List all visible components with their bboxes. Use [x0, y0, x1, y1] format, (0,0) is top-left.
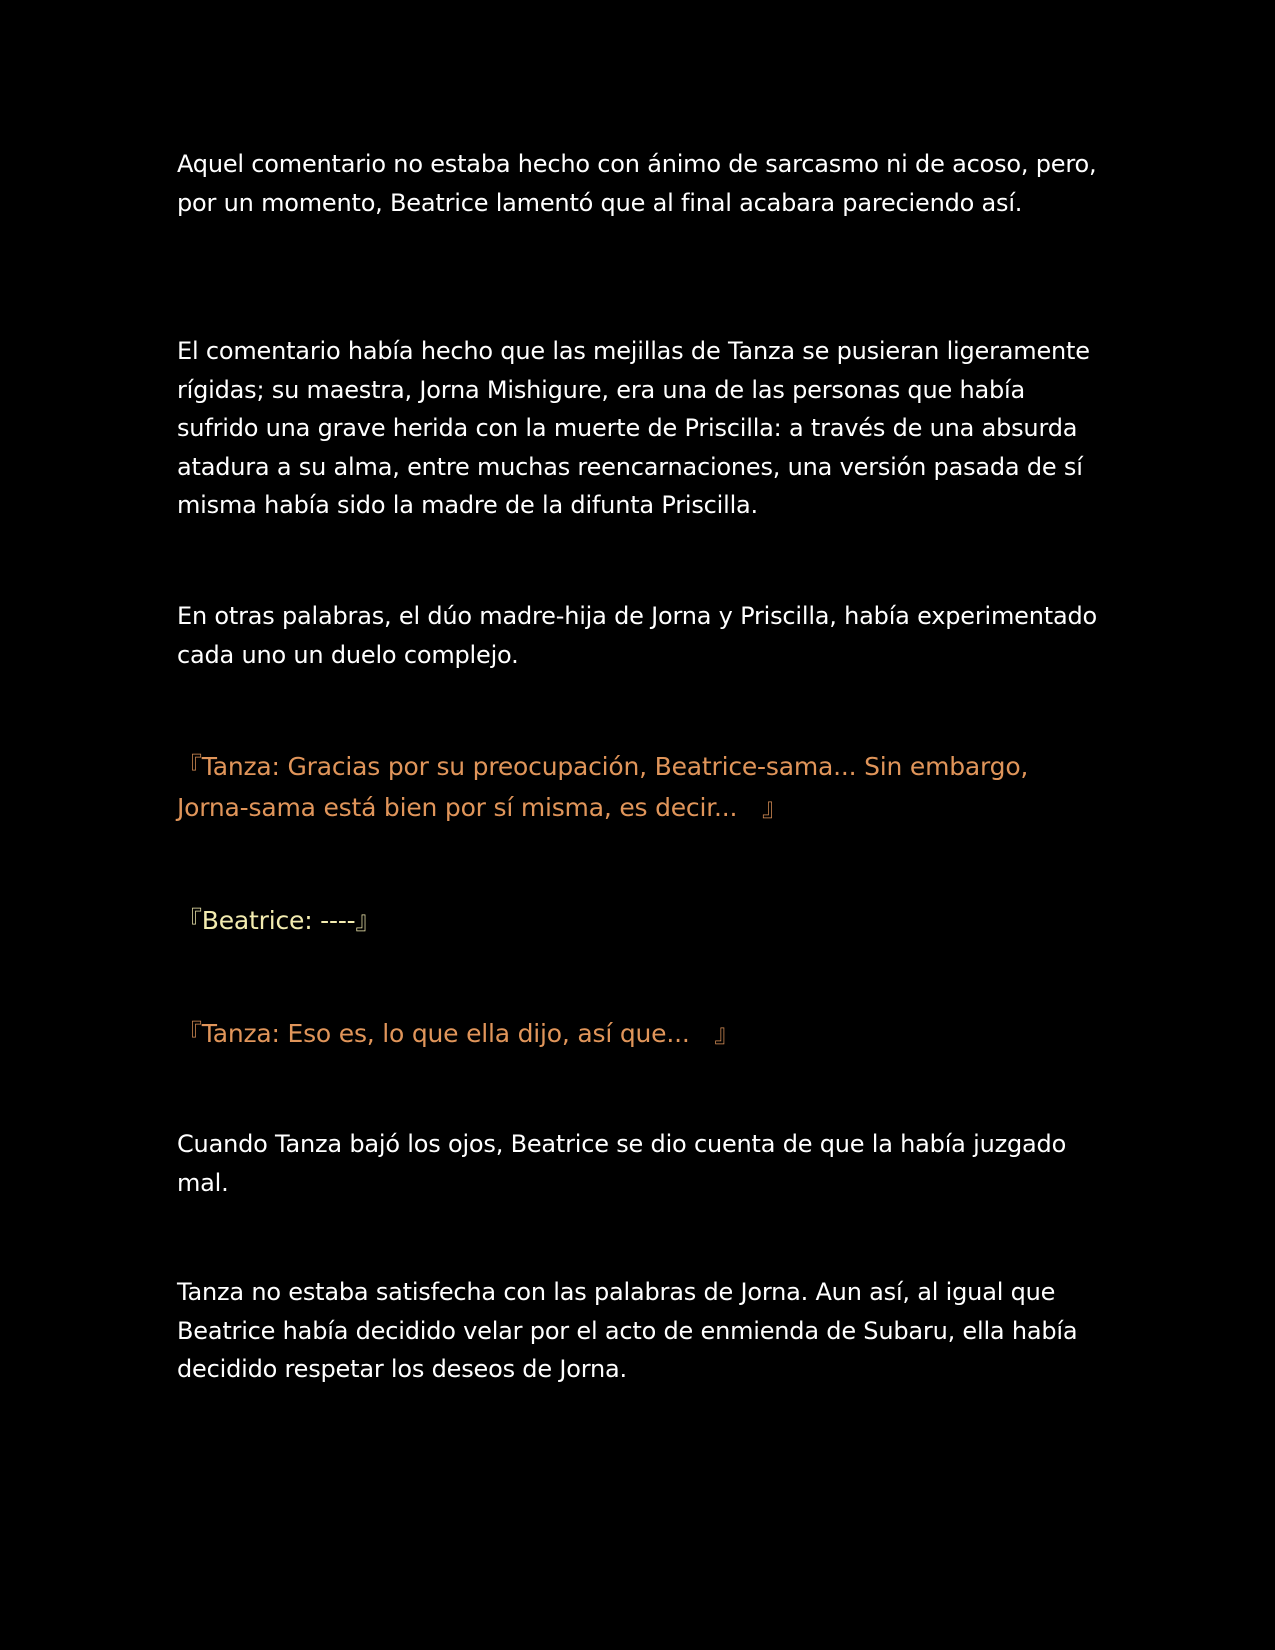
dialogue-tanza: 『Tanza: Eso es, lo que ella dijo, así que... 』: [177, 1019, 740, 1048]
paragraph-narration: El comentario había hecho que las mejillas de Tanza se pusieran ligeramente rígidas; su maestra, Jorna Mishigure, era una de las personas que había sufrido una grave herida con la muerte de Priscilla: a través de una absurda atadura a su alma, entre muchas reencarnaciones, una versión pasada de sí misma había sido la madre de la difunta Priscilla.: [177, 337, 1090, 519]
dialogue-tanza: 『Tanza: Gracias por su preocupación, Beatrice-sama... Sin embargo, Jorna-sama está bien por sí misma, es decir... 』: [177, 752, 1029, 822]
dialogue-beatrice: 『Beatrice: ----』: [177, 906, 381, 935]
paragraph-narration: Aquel comentario no estaba hecho con ánimo de sarcasmo ni de acoso, pero, por un momento, Beatrice lamentó que al final acabara pareciendo así.: [177, 150, 1097, 217]
paragraph-narration: Cuando Tanza bajó los ojos, Beatrice se dio cuenta de que la había juzgado mal.: [177, 1130, 1067, 1197]
paragraph-narration: En otras palabras, el dúo madre-hija de Jorna y Priscilla, había experimentado cada uno un duelo complejo.: [177, 602, 1097, 669]
paragraph-narration: Tanza no estaba satisfecha con las palabras de Jorna. Aun así, al igual que Beatrice había decidido velar por el acto de enmienda de Subaru, ella había decidido respetar los deseos de Jorna.: [177, 1278, 1078, 1383]
